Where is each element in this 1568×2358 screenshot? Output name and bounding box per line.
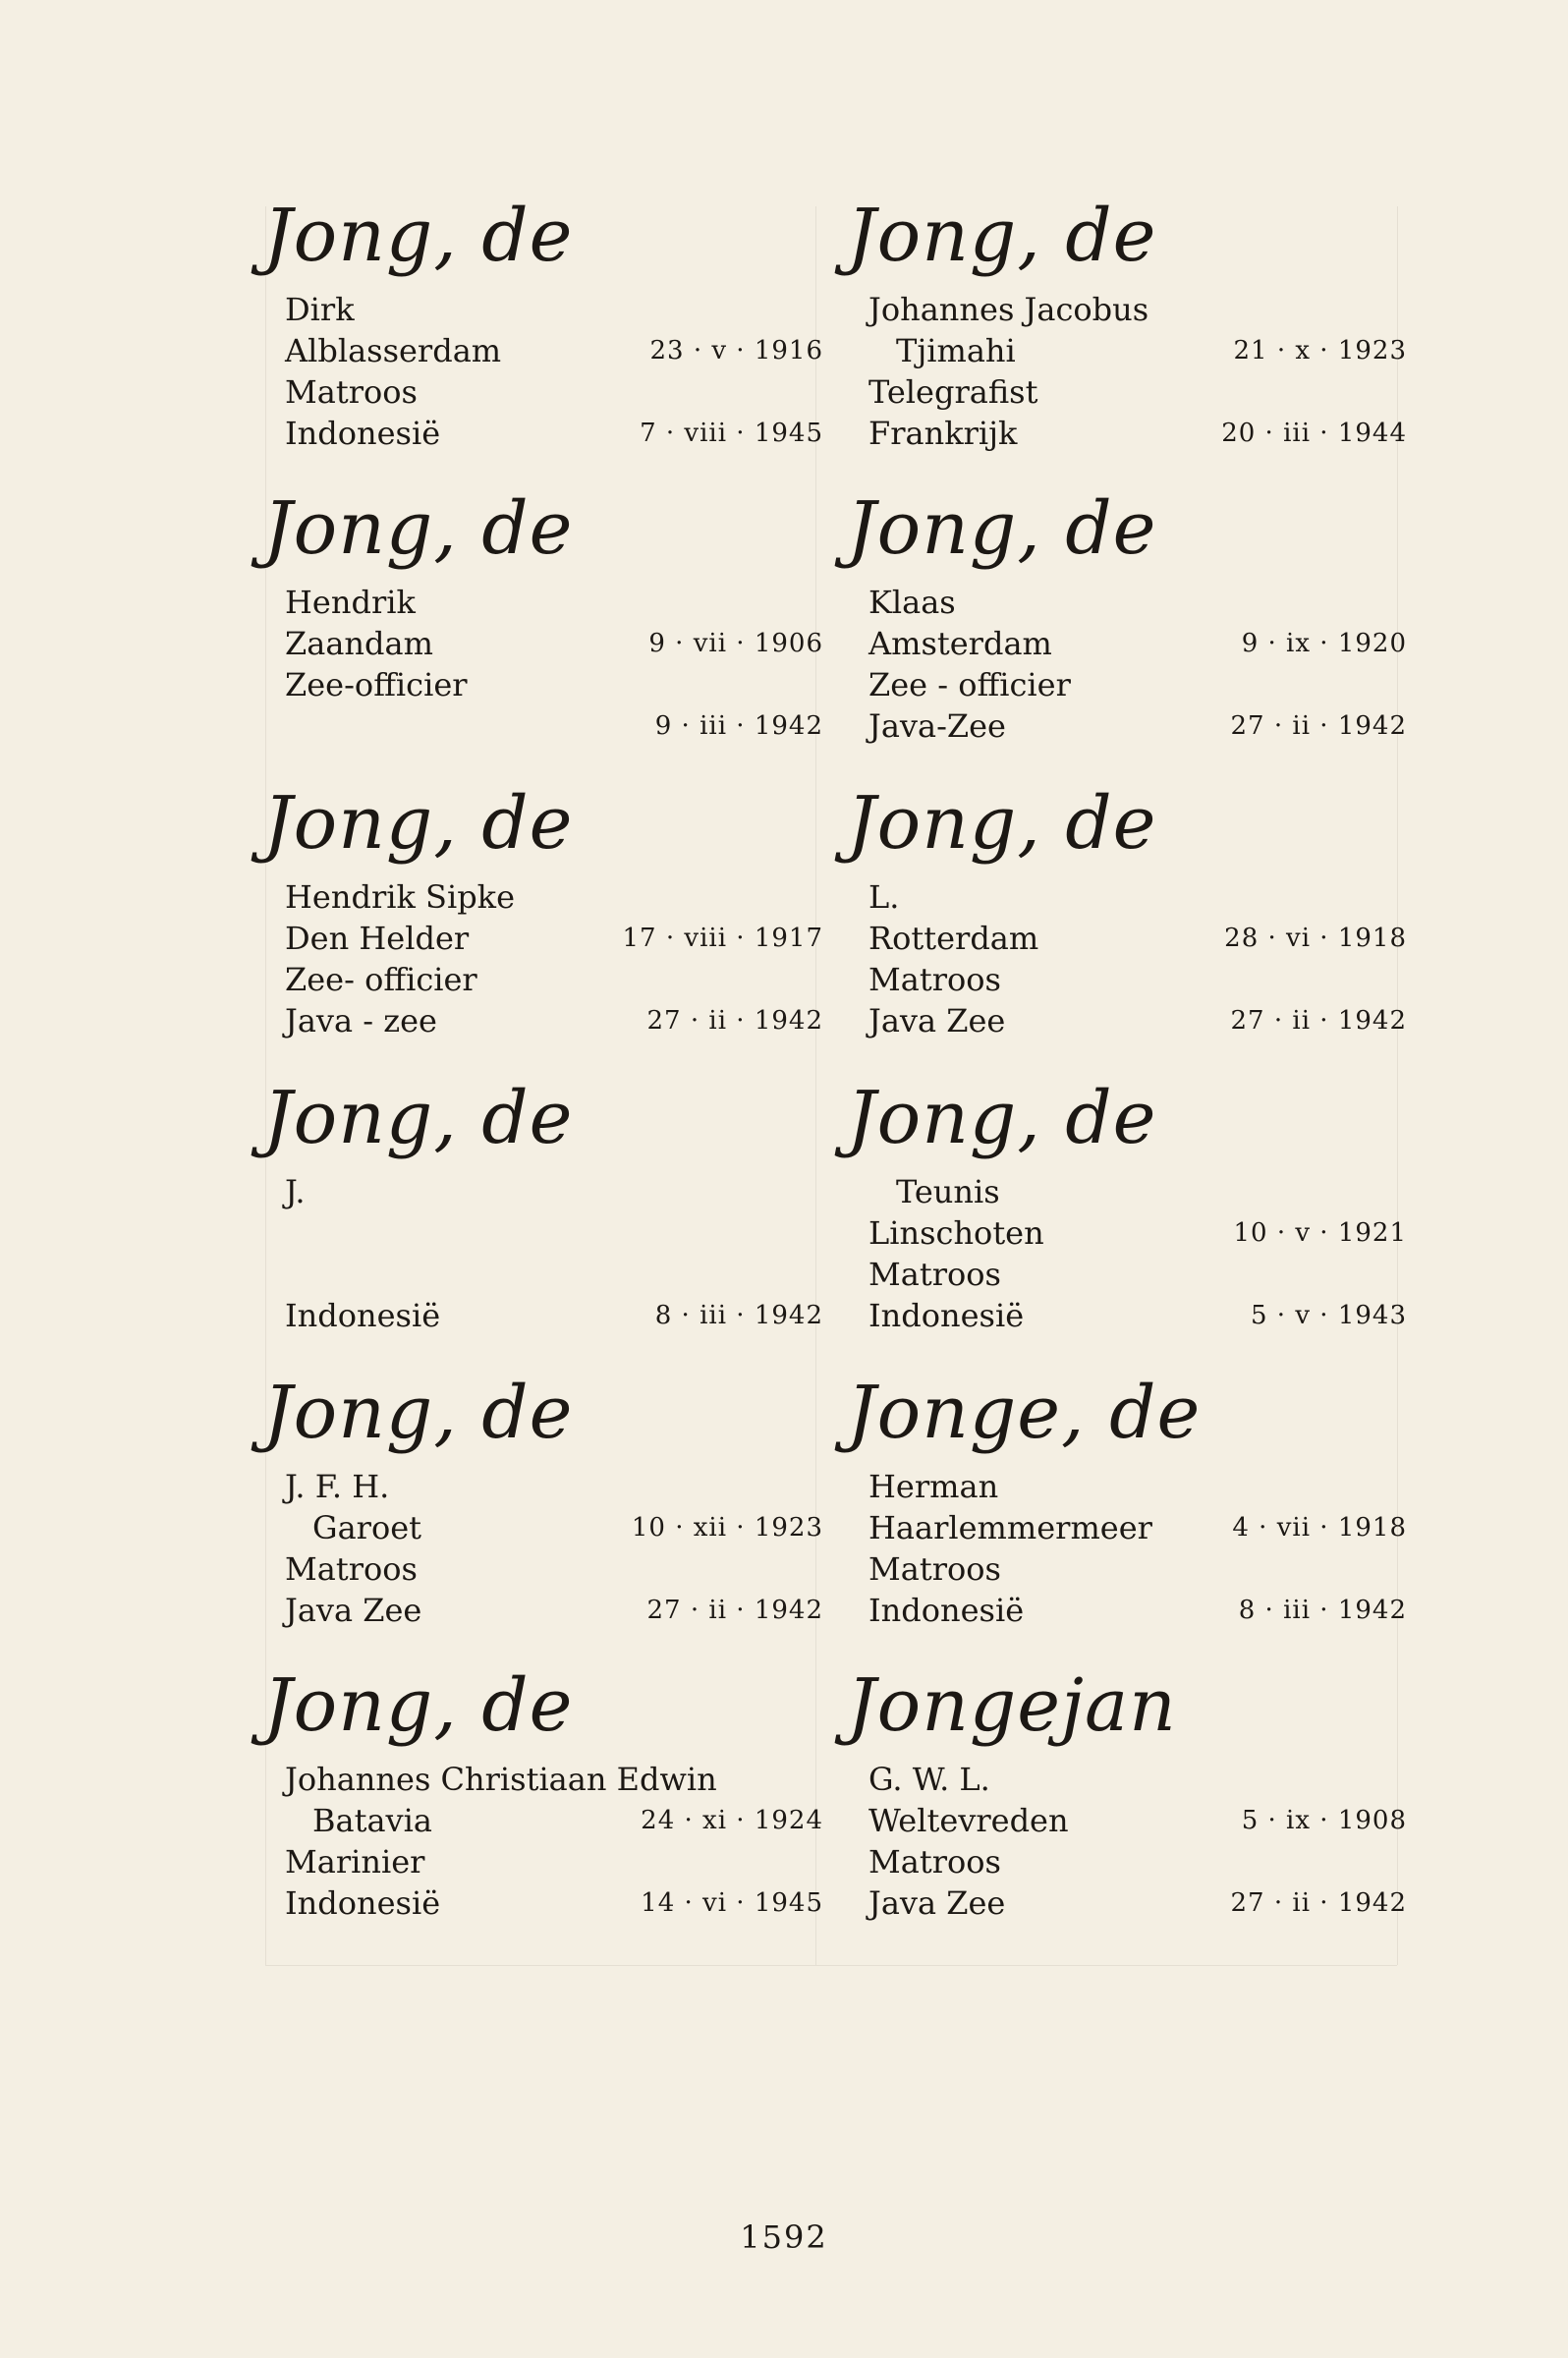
birth-row: [868, 624, 1407, 663]
birth-row: [285, 1213, 823, 1253]
entry-jong-de-johannes-jacobus: [847, 196, 1407, 481]
birthplace: Alblasserdam: [285, 332, 502, 369]
birth-row: [285, 331, 823, 370]
rank: Matroos: [868, 1256, 1001, 1293]
birthplace: Tjimahi: [896, 332, 1016, 369]
deathdate: 9 · iii · 1942: [654, 711, 823, 741]
death-row: [868, 1296, 1407, 1335]
birthplace: Garoet: [312, 1509, 421, 1546]
deathplace: Indonesië: [868, 1592, 1025, 1629]
surname: Jonge, de: [847, 1371, 1202, 1455]
rank: Marinier: [285, 1843, 425, 1881]
entry-jong-de-teunis: [847, 1076, 1407, 1364]
given-name-row: [868, 1467, 1407, 1506]
rank-row: [868, 372, 1407, 412]
birth-row: [868, 331, 1407, 370]
deathplace: Indonesië: [285, 415, 441, 452]
rank-row: [868, 1255, 1407, 1294]
birthdate: 28 · vi · 1918: [1224, 924, 1407, 953]
deathdate: 8 · iii · 1942: [654, 1301, 823, 1330]
surname: Jong, de: [263, 1076, 574, 1160]
entry-jong-de-hendrik-sipke: [263, 781, 823, 1069]
death-row: [868, 414, 1407, 453]
surname: Jong, de: [847, 781, 1157, 866]
rank-row: [285, 1842, 823, 1881]
given-name: Herman: [868, 1468, 999, 1505]
birthdate: 9 · ix · 1920: [1241, 629, 1407, 658]
deathplace: Indonesië: [285, 1884, 441, 1922]
birthdate: 9 · vii · 1906: [648, 629, 823, 658]
rank-row: [868, 960, 1407, 999]
rank-row: [868, 1842, 1407, 1881]
surname: Jong, de: [847, 194, 1157, 278]
deathdate: 27 · ii · 1942: [1230, 711, 1407, 741]
surname: Jong, de: [263, 194, 574, 278]
given-name: Klaas: [868, 584, 956, 621]
rank: Matroos: [868, 1843, 1001, 1881]
surname: Jong, de: [847, 486, 1157, 571]
birth-row: [285, 1801, 823, 1840]
birthplace: Rotterdam: [868, 920, 1039, 957]
rank: Zee-officier: [285, 666, 468, 703]
surname: Jong, de: [263, 1663, 574, 1748]
given-name-row: [285, 877, 823, 917]
given-name: Teunis: [896, 1173, 1000, 1210]
birthdate: 17 · viii · 1917: [622, 924, 823, 953]
deathplace: Java Zee: [285, 1592, 422, 1629]
rank: Matroos: [285, 373, 418, 411]
rank: Zee - officier: [868, 666, 1071, 703]
birth-row: [868, 919, 1407, 958]
birthdate: 23 · v · 1916: [649, 336, 823, 365]
rank: Matroos: [285, 1550, 418, 1588]
birth-row: [868, 1508, 1407, 1547]
given-name-row: [285, 1760, 823, 1799]
rank-row: [285, 665, 823, 704]
birth-row: [285, 919, 823, 958]
rank: Matroos: [868, 961, 1001, 998]
given-name: G. W. L.: [868, 1761, 990, 1798]
birthplace: Linschoten: [868, 1214, 1044, 1252]
guide-line: [265, 1965, 1397, 1966]
deathplace: Java Zee: [868, 1002, 1006, 1039]
deathdate: 14 · vi · 1945: [641, 1888, 823, 1918]
rank-row: [868, 1549, 1407, 1589]
surname: Jongejan: [847, 1663, 1177, 1748]
death-row: [285, 1883, 823, 1923]
death-row: [285, 1001, 823, 1040]
rank-row: [285, 1255, 823, 1294]
given-name-row: [868, 583, 1407, 622]
death-row: [868, 706, 1407, 746]
birth-row: [285, 624, 823, 663]
given-name-row: [285, 290, 823, 329]
given-name: Johannes Christiaan Edwin: [285, 1761, 717, 1798]
deathdate: 7 · viii · 1945: [640, 419, 823, 448]
rank-row: [868, 665, 1407, 704]
birthplace: Batavia: [312, 1802, 432, 1839]
entry-jong-de-hendrik: [263, 486, 823, 774]
deathplace: Indonesië: [868, 1297, 1025, 1334]
deathdate: 27 · ii · 1942: [646, 1596, 823, 1625]
birth-row: [868, 1213, 1407, 1253]
rank: Zee- officier: [285, 961, 477, 998]
rank: Telegrafist: [868, 373, 1038, 411]
given-name: J. F. H.: [285, 1468, 390, 1505]
birth-row: [285, 1508, 823, 1547]
given-name-row: [868, 1760, 1407, 1799]
page-number: 1592: [740, 2218, 828, 2256]
given-name-row: [868, 877, 1407, 917]
entry-jongejan-gwl: [847, 1663, 1407, 1951]
death-row: [285, 414, 823, 453]
rank-row: [285, 960, 823, 999]
death-row: [868, 1883, 1407, 1923]
birthdate: 5 · ix · 1908: [1241, 1806, 1407, 1835]
rank-row: [285, 372, 823, 412]
given-name: J.: [285, 1173, 306, 1210]
entry-jong-de-klaas: [847, 486, 1407, 774]
death-row: [285, 1591, 823, 1630]
entry-jong-de-j: [263, 1076, 823, 1364]
given-name-row: [868, 290, 1407, 329]
rank-row: [285, 1549, 823, 1589]
death-row: [868, 1591, 1407, 1630]
given-name: Hendrik: [285, 584, 416, 621]
given-name: Hendrik Sipke: [285, 878, 515, 916]
deathplace: Indonesië: [285, 1297, 441, 1334]
surname: Jong, de: [263, 486, 574, 571]
birthdate: 4 · vii · 1918: [1232, 1513, 1407, 1543]
entry-jonge-de-herman: [847, 1371, 1407, 1658]
birthdate: 21 · x · 1923: [1233, 336, 1407, 365]
surname: Jong, de: [263, 1371, 574, 1455]
deathplace: Java Zee: [868, 1884, 1006, 1922]
birthdate: 10 · xii · 1923: [631, 1513, 823, 1543]
death-row: [285, 706, 823, 746]
birthplace: Amsterdam: [868, 625, 1052, 662]
deathplace: Java - zee: [285, 1002, 437, 1039]
deathdate: 27 · ii · 1942: [1230, 1006, 1407, 1036]
death-row: [868, 1001, 1407, 1040]
given-name-row: [285, 1467, 823, 1506]
given-name: L.: [868, 878, 900, 916]
deathplace: Frankrijk: [868, 415, 1018, 452]
death-row: [285, 1296, 823, 1335]
entry-jong-de-dirk: [263, 196, 823, 481]
deathplace: Java-Zee: [868, 707, 1006, 745]
given-name-row: [285, 1172, 823, 1211]
entry-jong-de-johannes-christiaan-edwin: [263, 1663, 823, 1951]
birthdate: 10 · v · 1921: [1233, 1218, 1407, 1248]
entry-jong-de-jfh: [263, 1371, 823, 1658]
deathdate: 8 · iii · 1942: [1238, 1596, 1407, 1625]
given-name-row: [868, 1172, 1407, 1211]
birth-row: [868, 1801, 1407, 1840]
birthplace: Den Helder: [285, 920, 470, 957]
given-name-row: [285, 583, 823, 622]
birthplace: Weltevreden: [868, 1802, 1069, 1839]
entry-jong-de-l: [847, 781, 1407, 1069]
surname: Jong, de: [847, 1076, 1157, 1160]
surname: Jong, de: [263, 781, 574, 866]
deathdate: 5 · v · 1943: [1251, 1301, 1407, 1330]
given-name: Dirk: [285, 291, 355, 328]
birthplace: Zaandam: [285, 625, 433, 662]
rank: Matroos: [868, 1550, 1001, 1588]
deathdate: 20 · iii · 1944: [1221, 419, 1407, 448]
given-name: Johannes Jacobus: [868, 291, 1149, 328]
deathdate: 27 · ii · 1942: [1230, 1888, 1407, 1918]
birthplace: Haarlemmermeer: [868, 1509, 1152, 1546]
birthdate: 24 · xi · 1924: [641, 1806, 823, 1835]
deathdate: 27 · ii · 1942: [646, 1006, 823, 1036]
